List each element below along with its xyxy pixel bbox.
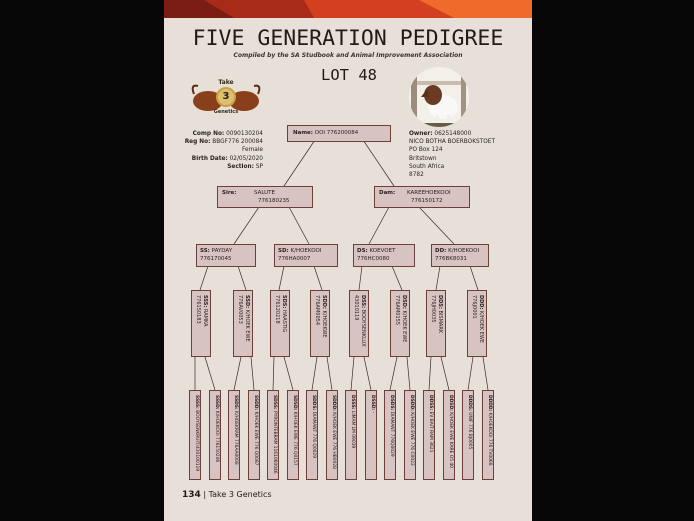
footer-separator: | [203, 490, 207, 499]
dam-row [379, 189, 469, 197]
ggp-label: DDS: [437, 295, 443, 309]
sire-number: 776180235 [258, 198, 290, 204]
grandparent-name: KOEVOET [369, 248, 396, 254]
great-grandparent-box [270, 290, 290, 357]
great-grandparent-text [237, 295, 250, 342]
great-grandparent-box [233, 290, 253, 357]
great-grandparent-box [310, 290, 330, 357]
sex-value: Female [242, 147, 263, 154]
comp-no-label: Comp No: [192, 131, 225, 137]
gggp-text: DIAMANT 776 Q0029 [311, 411, 316, 459]
great-grandparent-text [353, 295, 366, 347]
ggp-row [281, 295, 288, 332]
great-grandparent-text [394, 295, 407, 342]
gg-grandparent-text [370, 395, 375, 413]
gg-grandparent-text [194, 395, 199, 471]
owner-address-line: Britstown [409, 155, 437, 162]
gggp-text: PYRONTEBRAM 1161060046 [272, 411, 277, 474]
lot-number: LOT 48 [321, 66, 377, 84]
gg-grandparent-box [384, 390, 396, 480]
page-footer [182, 490, 272, 500]
ggp-name: K/HOEK EWE [478, 311, 484, 343]
reg-no-label: Reg No: [184, 139, 211, 146]
page-title: FIVE GENERATION PEDIGREE [192, 26, 504, 51]
gggp-text: - [370, 411, 375, 414]
gggp-text: K/HOEK EWE 776 HB0028 [331, 412, 336, 469]
ggp-number: 776JH0035 [430, 295, 437, 323]
grandparent-number: 776170045 [200, 256, 232, 262]
great-grandparent-text [314, 295, 327, 338]
sire-row [222, 189, 312, 197]
gg-grandparent-box [228, 390, 240, 480]
grandparent-row [435, 247, 488, 255]
ggp-row [437, 295, 444, 333]
owner-address-line: 8782 [409, 172, 424, 179]
gg-grandparent-box [267, 390, 279, 480]
animal-name-label: Name: [293, 130, 313, 136]
gggp-label: SSSS: [194, 395, 199, 409]
reg-no-value: BBGF776 200084 [212, 139, 263, 146]
gg-grandparent-box [443, 390, 455, 480]
animal-box [287, 125, 391, 142]
gg-grandparent-text [292, 395, 297, 466]
gggp-label: DDSD: [448, 395, 453, 411]
great-grandparent-text [274, 295, 287, 332]
ggp-number: 43010119 [353, 295, 360, 321]
gggp-label: DSDD: [409, 395, 414, 411]
gg-grandparent-box [462, 390, 474, 480]
great-grandparent-box [349, 290, 369, 357]
section-label: Section: [227, 163, 254, 170]
grandparent-box-ss [196, 244, 256, 267]
gggp-label: SDDD: [331, 395, 336, 411]
grandparent-number: 776HA0007 [278, 256, 311, 262]
grandparent-label: SD: [278, 248, 289, 254]
ggp-label: SDS: [281, 295, 287, 309]
great-grandparent-box [191, 290, 211, 357]
gggp-label: DDDS: [467, 395, 472, 411]
ggp-number: 776150183 [195, 295, 202, 324]
grandparent-box-ds [353, 244, 415, 267]
ggp-row [478, 295, 485, 343]
ggp-label: SDD: [321, 295, 327, 309]
animal-name: OOI 776200084 [314, 130, 359, 136]
dam-number: 776150172 [411, 198, 443, 204]
gggp-label: DSSD: [370, 395, 375, 411]
gg-grandparent-box [404, 390, 416, 480]
ggp-number: 776J0001 [471, 295, 478, 319]
dam-label: Dam: [379, 190, 396, 196]
sire-name: SALUTE [254, 190, 276, 196]
gg-grandparent-text [331, 395, 336, 469]
ggp-row [202, 295, 209, 327]
gggp-label: SDSD: [292, 395, 297, 411]
grandparent-number: 776HC0080 [357, 256, 390, 262]
ggp-name: BISMARK [437, 310, 443, 334]
ggp-name: RAMKA [202, 308, 208, 327]
grandparent-row [357, 247, 414, 255]
comp-no-value: 0090130204 [226, 131, 263, 137]
page-subtitle: Compiled by the SA Studbook and Animal Improvement Association [233, 52, 463, 59]
ggp-row [244, 295, 251, 342]
dam-name: KAREEHOEKOOI [407, 190, 451, 196]
gggp-label: SDSS: [272, 395, 277, 410]
grandparent-row [200, 247, 255, 255]
ggp-name: K/HOEK EWE [401, 310, 407, 343]
ggp-name: BOOYSENKLUX [360, 309, 366, 347]
gggp-text: BOOYSENKRUIT/430100119 [194, 410, 199, 472]
grandparent-number: 776BK8031 [435, 256, 467, 262]
gg-grandparent-text [233, 395, 238, 465]
logo-bottom-text: Genetics [213, 109, 239, 115]
gggp-text: UNIF 776 BJ0005 [467, 412, 472, 450]
owner-label: Owner: [409, 131, 433, 137]
gg-grandparent-box [287, 390, 299, 480]
great-grandparent-text [471, 295, 484, 343]
great-grandparent-text [430, 295, 443, 333]
gggp-label: DDSS: [428, 395, 433, 411]
gggp-label: DSDS: [389, 395, 394, 411]
great-grandparent-text [195, 295, 208, 327]
grandparent-box-sd [274, 244, 338, 267]
gg-grandparent-text [389, 395, 394, 457]
gg-grandparent-text [272, 395, 277, 474]
publication-name: Take 3 Genetics [208, 490, 272, 499]
gg-grandparent-text [467, 395, 472, 449]
owner-name: NICO BOTHA BOERBOKSTOET [409, 139, 495, 146]
gggp-text: LIMAM LM 09039 [350, 410, 355, 449]
owner-address-line: South Africa [409, 163, 445, 170]
birth-date-value: 02/05/2020 [229, 155, 263, 162]
grandparent-name: PAYDAY [211, 248, 233, 254]
gggp-text: EV BAIT RAM 3621 [428, 411, 433, 453]
gggp-text: DIAMANT 776Q0029 [389, 411, 394, 457]
ggp-name: K/HOEKWE [321, 310, 327, 338]
gg-grandparent-box [189, 390, 201, 480]
logo-top-text: Take [218, 79, 234, 86]
gggp-text: K/HOEKOOI 776150206 [214, 410, 219, 463]
ggp-label: SSD: [244, 295, 250, 309]
page-number: 134 [182, 490, 201, 500]
grandparent-row [278, 247, 337, 255]
gg-grandparent-box [482, 390, 494, 480]
ggp-name: K/HOEK EWE [244, 309, 250, 342]
gg-grandparent-text [448, 395, 453, 468]
ggp-name: HAASTIG [281, 309, 287, 333]
gggp-label: SSDD: [253, 395, 258, 411]
birth-date-label: Birth Date: [191, 155, 228, 162]
ggp-row [360, 295, 367, 347]
catalogue-page [164, 0, 532, 521]
ggp-number: 776AM0054 [314, 295, 321, 326]
gggp-label: SSSD: [214, 395, 219, 410]
great-grandparent-box [426, 290, 446, 357]
grandparent-box-dd [431, 244, 489, 267]
gg-grandparent-box [209, 390, 221, 480]
grandparent-name: K/HOEKOOI [290, 248, 322, 254]
gg-grandparent-text [214, 395, 219, 462]
gg-grandparent-box [306, 390, 318, 480]
gggp-label: SSDS: [233, 395, 238, 410]
gg-grandparent-box [326, 390, 338, 480]
ggp-label: DSD: [401, 295, 407, 309]
ggp-number: 776120218 [274, 295, 281, 324]
ggp-label: SSS: [202, 295, 208, 308]
grandparent-label: DS: [357, 248, 368, 254]
dam-box [374, 186, 470, 208]
ggp-row [401, 295, 408, 342]
gggp-text: K/HOEK EWE 776 Q0087 [253, 411, 258, 466]
gggp-text: K/HOEK EWE 776 C0022 [409, 412, 414, 466]
owner-address-line: PO Box 124 [409, 147, 443, 154]
gg-grandparent-box [345, 390, 357, 480]
gg-grandparent-text [311, 395, 316, 458]
gggp-text: K/HOEK EWE KARE O5 40 [448, 412, 453, 468]
gg-grandparent-text [350, 395, 355, 448]
grandparent-label: DD: [435, 248, 447, 254]
grandparent-name: K/HOEKOOI [448, 248, 480, 254]
logo-number: 3 [222, 91, 230, 102]
grandparent-label: SS: [200, 248, 210, 254]
gggp-text: K/HOEKRAM 776AA0008 [233, 411, 238, 465]
gggp-text: K/HOEKOOI 776 TV0068 [487, 412, 492, 466]
gg-grandparent-box [423, 390, 435, 480]
great-grandparent-box [390, 290, 410, 357]
owner-phone: 0625148000 [434, 131, 472, 137]
gg-grandparent-text [409, 395, 414, 466]
gggp-label: SDDS: [311, 395, 316, 411]
ggp-number: 776AV0053 [237, 295, 244, 324]
gg-grandparent-box [365, 390, 377, 480]
ggp-row [321, 295, 328, 338]
sire-label: Sire: [222, 190, 237, 196]
gggp-text: K/HOEK EWE 776 Q0157 [292, 411, 297, 466]
gggp-label: DDDD: [487, 395, 492, 412]
ggp-label: DDD: [478, 295, 484, 310]
gg-grandparent-box [248, 390, 260, 480]
sire-box [217, 186, 313, 208]
ggp-number: 776AM0155 [394, 295, 401, 326]
section-value: SP [255, 163, 263, 170]
great-grandparent-box [467, 290, 487, 357]
gg-grandparent-text [428, 395, 433, 452]
gg-grandparent-text [253, 395, 258, 465]
gg-grandparent-text [487, 395, 492, 466]
gggp-label: DSSS: [350, 395, 355, 410]
ggp-label: DSS: [360, 295, 366, 309]
